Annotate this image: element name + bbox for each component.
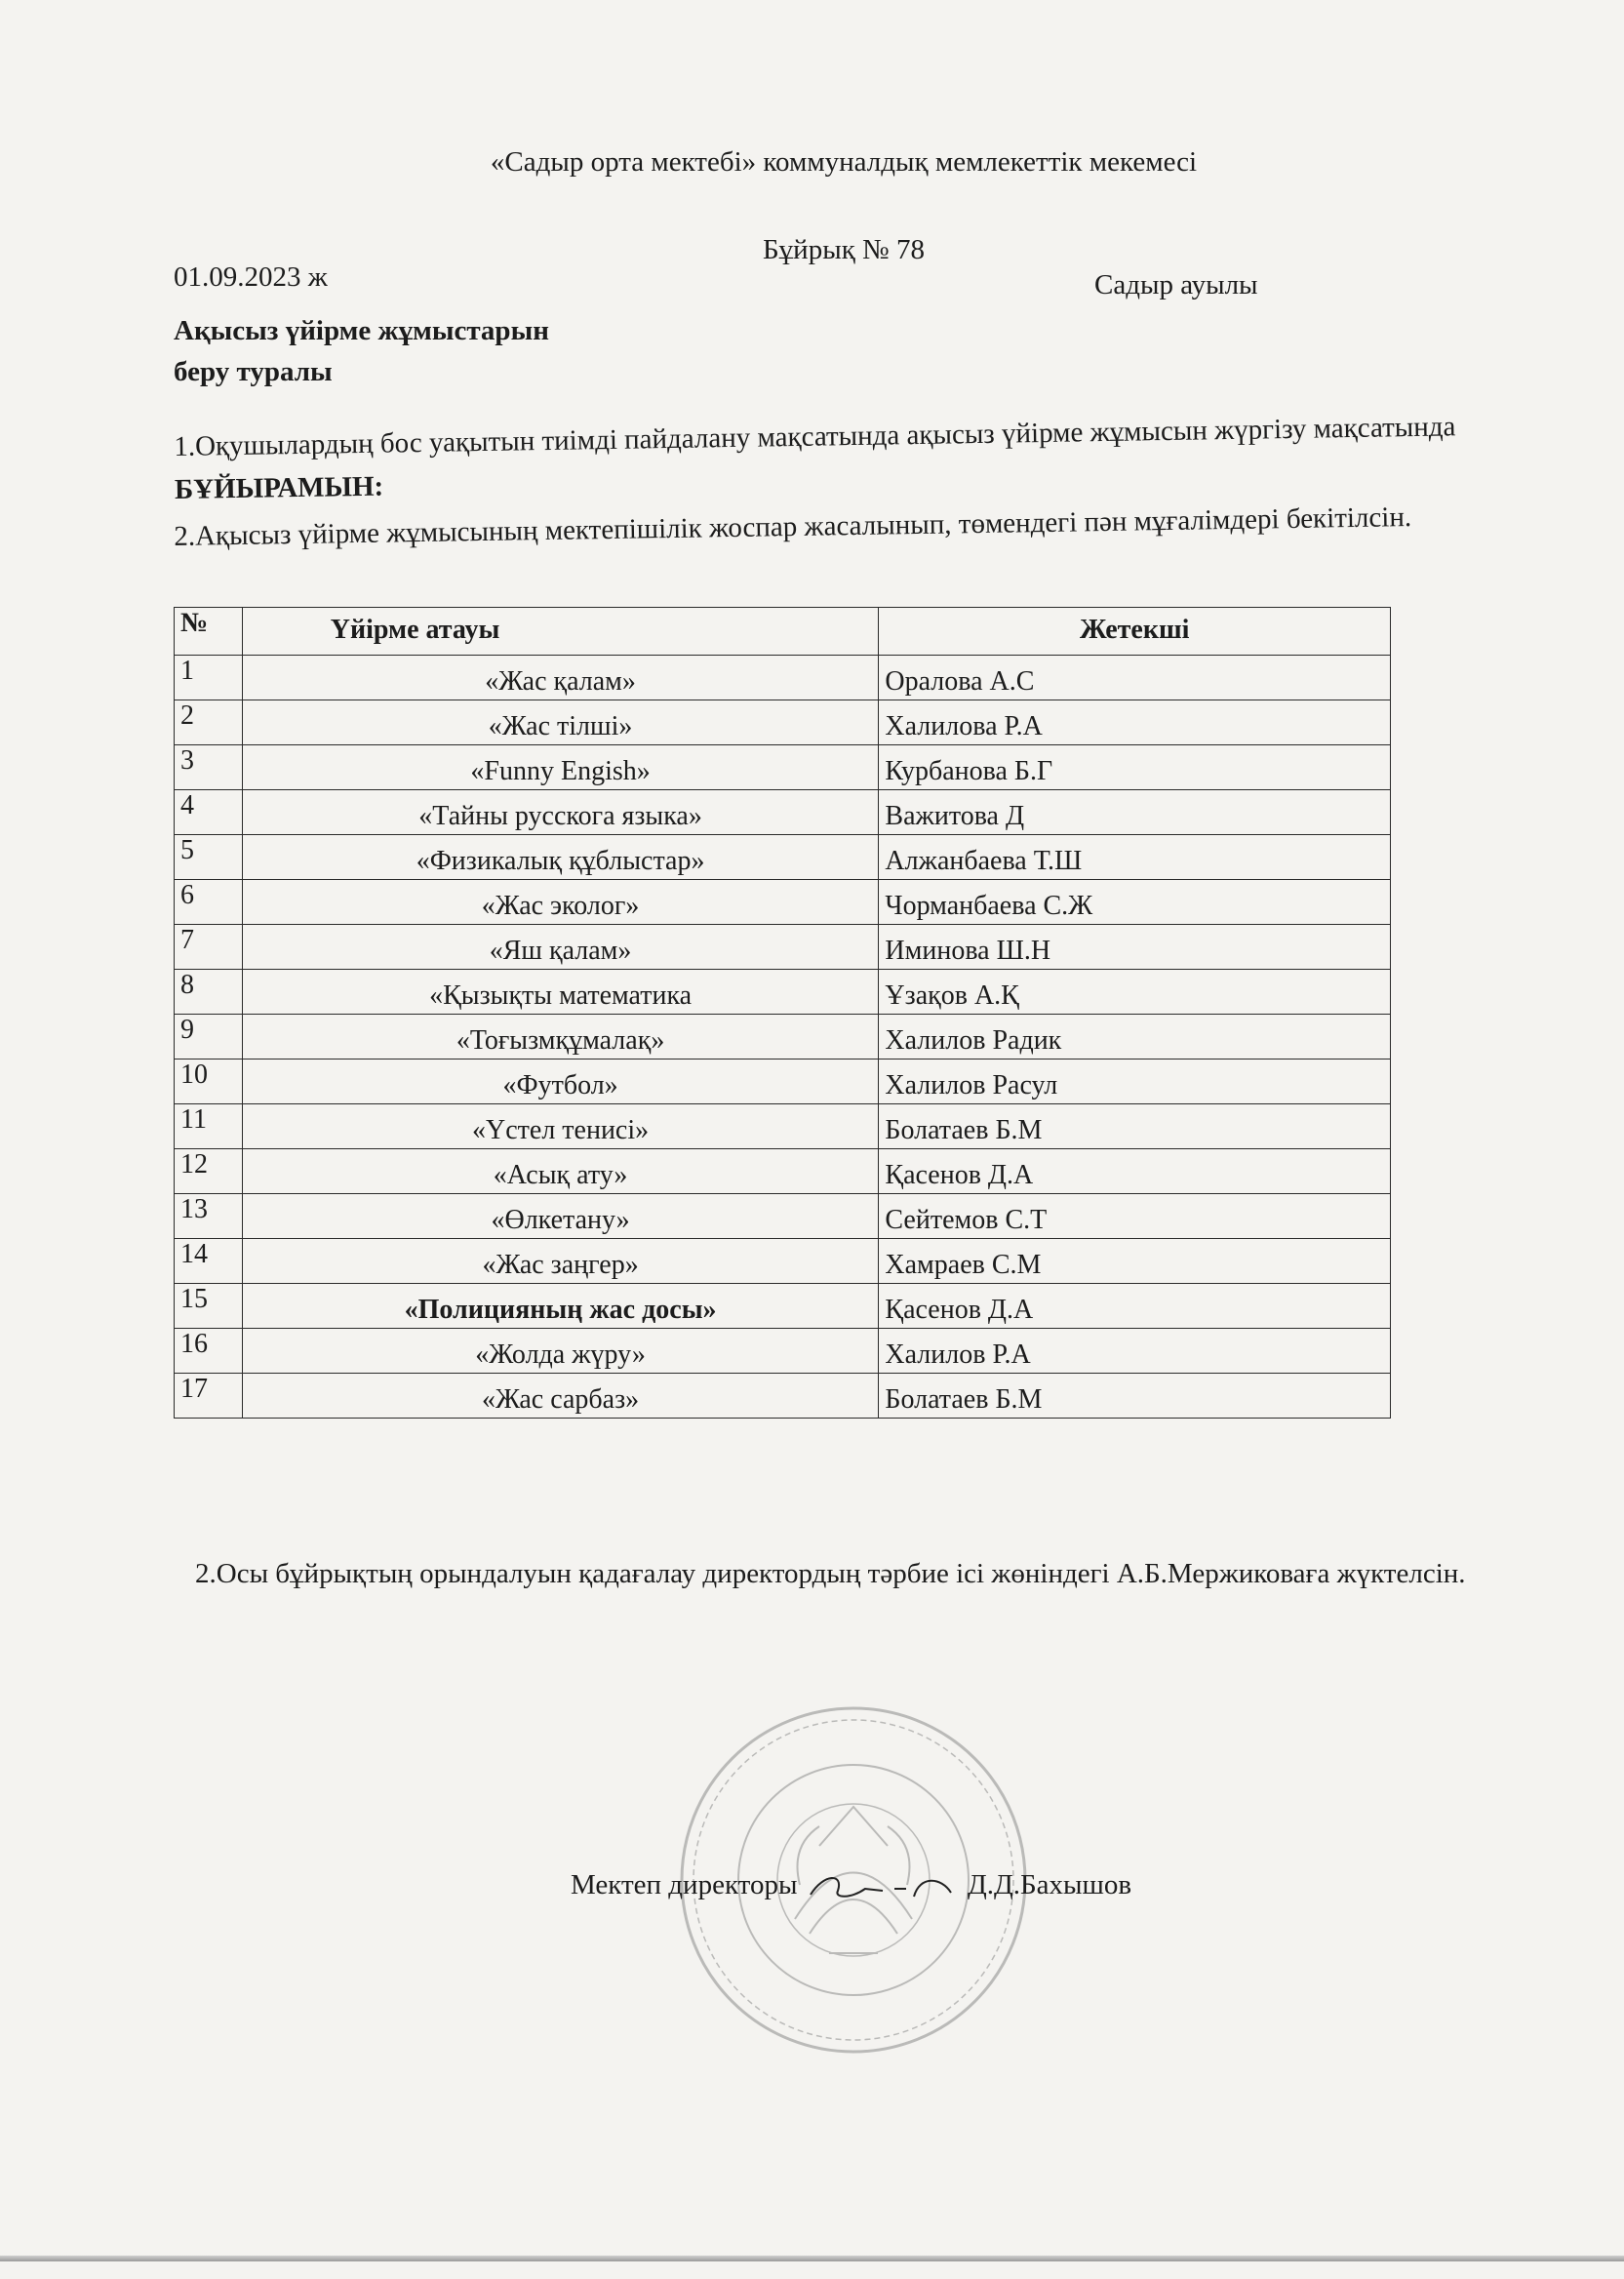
- table-row: [175, 1374, 1391, 1419]
- table-row: [175, 1104, 1391, 1149]
- director-label: Мектеп директоры: [571, 1869, 798, 1900]
- row-number: 15: [175, 1284, 243, 1329]
- row-number: 4: [175, 790, 243, 835]
- table-row: [175, 656, 1391, 700]
- row-leader: Иминова Ш.Н: [879, 925, 1391, 970]
- order-subject: [174, 310, 549, 392]
- row-leader: Ұзақов А.Қ: [879, 970, 1391, 1015]
- row-club-name: «Жас эколог»: [242, 880, 879, 925]
- organization-title: «Садыр орта мектебі» коммуналдық мемлекеттік мекемесі: [490, 146, 1198, 178]
- order-date: 01.09.2023 ж: [174, 261, 328, 293]
- table-row: [175, 1284, 1391, 1329]
- paragraph-3: 2.Осы бұйрықтың орындалуын қадағалау директордың тәрбие ісі жөніндегі А.Б.Мержиковаға жүктелсін.: [195, 1558, 1466, 1589]
- row-leader: Оралова А.С: [879, 656, 1391, 700]
- row-club-name: «Қызықты математика: [242, 970, 879, 1015]
- row-leader: Важитова Д: [879, 790, 1391, 835]
- table-row: [175, 1060, 1391, 1104]
- row-club-name: «Футбол»: [242, 1060, 879, 1104]
- header-club-name: Үйірме атауы: [242, 608, 879, 656]
- row-club-name: «Асық ату»: [242, 1149, 879, 1194]
- row-number: 3: [175, 745, 243, 790]
- row-club-name: «Үстел тенисі»: [242, 1104, 879, 1149]
- row-club-name: «Funny Engish»: [242, 745, 879, 790]
- row-leader: Болатаев Б.М: [879, 1374, 1391, 1419]
- row-leader: Алжанбаева Т.Ш: [879, 835, 1391, 880]
- table-row: [175, 1239, 1391, 1284]
- row-number: 10: [175, 1060, 243, 1104]
- subject-line-2: беру туралы: [174, 356, 333, 387]
- row-leader: Болатаев Б.М: [879, 1104, 1391, 1149]
- row-number: 6: [175, 880, 243, 925]
- row-number: 12: [175, 1149, 243, 1194]
- director-name: Д.Д.Бахышов: [967, 1869, 1132, 1900]
- signature-line: [571, 1869, 1131, 1904]
- clubs-table-wrapper: [174, 607, 1391, 1419]
- row-leader: Курбанова Б.Г: [879, 745, 1391, 790]
- header-number: №: [175, 608, 243, 656]
- paragraph-1-text: 1.Оқушылардың бос уақытын тиімді пайдалану мақсатында ақысыз үйірме жұмысын жүргізу мақсатында: [174, 411, 1456, 462]
- clubs-table: [174, 607, 1391, 1419]
- row-number: 11: [175, 1104, 243, 1149]
- table-row: [175, 880, 1391, 925]
- row-club-name: «Жас тілші»: [242, 700, 879, 745]
- director-signature: [805, 1869, 961, 1904]
- table-row: [175, 970, 1391, 1015]
- row-number: 9: [175, 1015, 243, 1060]
- row-club-name: «Жас сарбаз»: [242, 1374, 879, 1419]
- row-number: 1: [175, 656, 243, 700]
- row-leader: Хамраев С.М: [879, 1239, 1391, 1284]
- table-row: [175, 790, 1391, 835]
- row-club-name: «Физикалық құблыстар»: [242, 835, 879, 880]
- order-place: Садыр ауылы: [1094, 269, 1258, 300]
- row-number: 7: [175, 925, 243, 970]
- table-row: [175, 1329, 1391, 1374]
- row-number: 5: [175, 835, 243, 880]
- row-leader: Чорманбаева С.Ж: [879, 880, 1391, 925]
- row-leader: Қасенов Д.А: [879, 1284, 1391, 1329]
- row-club-name: «Жолда жүру»: [242, 1329, 879, 1374]
- row-number: 16: [175, 1329, 243, 1374]
- row-leader: Қасенов Д.А: [879, 1149, 1391, 1194]
- header-leader: Жетекші: [879, 608, 1391, 656]
- row-number: 8: [175, 970, 243, 1015]
- paragraph-2: 2.Ақысыз үйірме жұмысының мектепішілік жоспар жасалынып, төмендегі пән мұғалімдері бекітілсін.: [174, 501, 1412, 552]
- row-leader: Халилов Радик: [879, 1015, 1391, 1060]
- subject-line-1: Ақысыз үйірме жұмыстарын: [174, 315, 549, 346]
- table-row: [175, 1194, 1391, 1239]
- row-club-name: «Полицияның жас досы»: [242, 1284, 879, 1329]
- row-number: 13: [175, 1194, 243, 1239]
- row-leader: Халилов Расул: [879, 1060, 1391, 1104]
- table-body: [175, 656, 1391, 1419]
- paragraph-1-order-word: БҰЙЫРАМЫН:: [174, 470, 384, 505]
- row-number: 17: [175, 1374, 243, 1419]
- table-row: [175, 1015, 1391, 1060]
- row-club-name: «Тайны русскога языка»: [242, 790, 879, 835]
- row-club-name: «Яш қалам»: [242, 925, 879, 970]
- row-number: 2: [175, 700, 243, 745]
- row-club-name: «Жас заңгер»: [242, 1239, 879, 1284]
- table-row: [175, 745, 1391, 790]
- order-number: Бұйрық № 78: [763, 234, 925, 265]
- row-number: 14: [175, 1239, 243, 1284]
- table-row: [175, 1149, 1391, 1194]
- table-row: [175, 925, 1391, 970]
- table-header-row: [175, 608, 1391, 656]
- row-club-name: «Тоғызмқұмалақ»: [242, 1015, 879, 1060]
- table-row: [175, 835, 1391, 880]
- table-row: [175, 700, 1391, 745]
- row-leader: Халилов Р.А: [879, 1329, 1391, 1374]
- row-club-name: «Жас қалам»: [242, 656, 879, 700]
- row-leader: Сейтемов С.Т: [879, 1194, 1391, 1239]
- row-leader: Халилова Р.А: [879, 700, 1391, 745]
- paragraph-1: [174, 405, 1482, 511]
- row-club-name: «Өлкетану»: [242, 1194, 879, 1239]
- page-bottom-edge: [0, 2256, 1624, 2261]
